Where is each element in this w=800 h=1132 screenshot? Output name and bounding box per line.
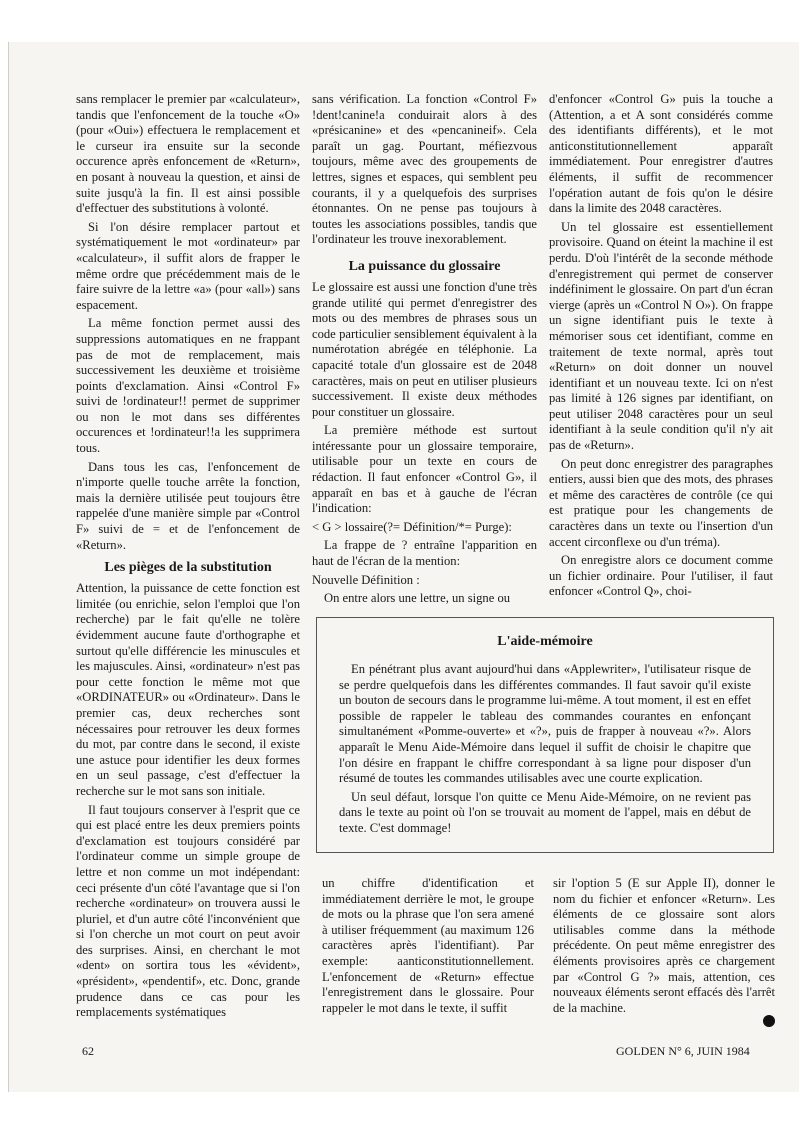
paragraph: sans remplacer le premier par «calculateur», tandis que l'enfoncement de la touche «O» (pour «Oui») effectuera le remplacement et le curseur ira ensuite sur la seconde occurence après enfoncement de «Return», en posant à nouveau la question, et ainsi de suite jusqu'à la fin. Il est ainsi possible d'effectuer des substitutions à volonté.: [76, 92, 300, 216]
paragraph: La première méthode est surtout intéressante pour un glossaire temporaire, utilisable pour un texte en cours de rédaction. Il faut enfoncer «Control G», il apparaît en bas et à gauche de l'écran l'indication:: [312, 423, 537, 516]
page-number: 62: [82, 1044, 94, 1058]
paragraph: Attention, la puissance de cette fonction est limitée (ou enrichie, selon l'emploi que l'on recherche) par le fait qu'elle ne tolère évidemment aucune faute d'orthographe et surtout qu'elle différencie les minuscules et les majuscules. Ainsi, «ordinateur» n'est pas pour cette fonction le même mot que «ORDINATEUR» ou «Ordinateur». Dans le premier cas, deux recherches sont nécessaires pour retrouver les deux formes du mot, par contre dans le second, il existe une astuce pour identifier les deux formes en un seul passage, c'est d'effectuer la recherche sur le mot sans son initiale.: [76, 581, 300, 798]
box-title: L'aide-mémoire: [497, 634, 593, 649]
column-3-bottom: [553, 876, 775, 1019]
column-2: [312, 92, 537, 610]
column-1: [76, 92, 300, 1024]
paragraph: un chiffre d'identification et immédiatement derrière le mot, le groupe de mots ou la phrase que l'on sera amené à utiliser fréquemment (au maximum 126 caractères après l'identifiant). Par exemple: aanticonstitutionnellement. L'enfoncement de «Return» effectue l'enregistrement dans le glossaire. Pour rappeler le mot dans le texte, il suffit: [322, 876, 534, 1015]
paragraph: Il faut toujours conserver à l'esprit que ce qui est placé entre les deux premiers points d'exclamation est toujours considéré par l'ordinateur comme un simple groupe de lettre et non comme un mot indépendant: ceci présente d'un côté l'avantage que si l'on recherche «ordinateur» on trouvera aussi le pluriel, et d'un autre côté l'inconvénient que si l'on cherche un mot court on peut avoir des surprises. Ainsi, en cherchant le mot «dent» on sortira tous les «évident», «président», «pendentif», etc. Donc, grande prudence dans ce cas pour les remplacements systématiques: [76, 802, 300, 1020]
paragraph: < G > lossaire(?= Définition/*= Purge):: [312, 519, 512, 534]
paragraph: La même fonction permet aussi des suppressions automatiques en ne frappant pas de mot de remplacement, mais successivement les deuxième et troisième points d'exclamation. Ainsi «Control F» suivi de !ordinateur!! permet de supprimer ou non le mot dans ses différentes occurences et !ordinateur!!a les supprimera tous.: [76, 316, 300, 456]
paragraph: Le glossaire est aussi une fonction d'une très grande utilité qui permet d'enregistrer des mots ou des membres de phrases sous un code particulier sensiblement équivalent à la numérotation abrégée en téléphonie. La capacité totale d'un glossaire est de 2048 caractères, mais on peut en utiliser plusieurs successivement. Il existe deux méthodes pour constituer un glossaire.: [312, 279, 537, 419]
paragraph: En pénétrant plus avant aujourd'hui dans «Applewriter», l'utilisateur risque de se perdre quelquefois dans les différentes commandes. Il faut savoir qu'il existe un bouton de secours dans le programme lui-même. A tout moment, il est en effet possible de rappeler le tableau des commandes courantes en enfonçant simultanément «Pomme-ouverte» et «?», puis de frapper à nouveau «?». Alors apparaît le Menu Aide-Mémoire dans lequel il suffit de choisir le chapitre que l'on désire en frappant le chiffre correspondant à sa ligne pour disposer d'un résumé de toutes les commandes utilisables avec une courte explication.: [339, 662, 751, 786]
end-mark-icon: [763, 1015, 775, 1027]
magazine-footer: GOLDEN N° 6, JUIN 1984: [616, 1044, 750, 1058]
paragraph: On entre alors une lettre, un signe ou: [324, 591, 511, 606]
column-3: [549, 92, 773, 603]
paragraph: sans vérification. La fonction «Control F» !dent!canine!a conduirait alors à des «présicanine» et des «pencanineif». Cela paraît un gag. Pourtant, méfiezvous toujours, même avec des groupements de lettres, signes et espaces, qui semblent peu courants, il y a quelquefois des surprises étonnantes. On ne pense pas toujours à toutes les associations possibles, tandis que l'ordinateur les trouve inexorablement.: [312, 92, 537, 247]
paragraph: d'enfoncer «Control G» puis la touche a (Attention, a et A sont considérés comme des identifiants différents), et le mot anticonstitutionnellement apparaît immédiatement. Pour enregistrer d'autres éléments, il suffit de recommencer l'opération autant de fois qu'on le désire dans la limite des 2048 caractères.: [549, 92, 773, 216]
paragraph: sir l'option 5 (E sur Apple II), donner le nom du fichier et enfoncer «Return». Les éléments de ce glossaire sont alors utilisables comme dans la méthode précédente. On peut même enregistrer des éléments provisoires après ce chargement par «Control G ?» mais, attention, ces nouveaux éléments seront effacés dès l'arrêt de la machine.: [553, 876, 775, 1015]
paragraph: On enregistre alors ce document comme un fichier ordinaire. Pour l'utiliser, il faut enfoncer «Control Q», choi-: [549, 553, 773, 599]
paragraph: La frappe de ? entraîne l'apparition en haut de l'écran de la mention:: [312, 538, 537, 569]
section-heading: Les pièges de la substitution: [104, 560, 272, 576]
section-heading: La puissance du glossaire: [348, 258, 501, 274]
paragraph: On peut donc enregistrer des paragraphes entiers, aussi bien que des mots, des phrases et même des caractères de contrôle (ce qui est pratique pour les changements de caractères dans un texte ou l'insertion d'un accent circonflexe ou d'un tréma).: [549, 456, 773, 549]
paragraph: Un tel glossaire est essentiellement provisoire. Quand on éteint la machine il est perdu. D'où l'intérêt de la seconde méthode d'enregistrement qui permet de conserver indéfiniment le glossaire. On part d'un écran vierge (après un «Control N O»). On frappe un signe identifiant puis le texte à mémoriser sous cet identifiant, comme en traitement de texte normal, après tout «Return» on doit donner un nouvel identifiant et un nouveau texte. Ici on n'est pas limité à 126 signes par identifiant, on peut utiliser 2048 caractères pour un seul identifiant à la seule condition qu'il n'y ait pas de «Return».: [549, 219, 773, 453]
aide-memoire-box: [316, 617, 774, 853]
paragraph: Nouvelle Définition :: [312, 572, 420, 587]
column-2-bottom: [322, 876, 534, 1019]
paragraph: Si l'on désire remplacer partout et systématiquement le mot «ordinateur» par «calculateur», il suffit alors de frapper le même ordre que précédemment mais de le faire suivre de la lettre «a» (pour «all») sans espacement.: [76, 219, 300, 312]
paragraph: Dans tous les cas, l'enfoncement de n'importe quelle touche arrête la fonction, mais la dernière utilisée peut toujours être rappelée d'une manière simple par «Control F» suivi de = et de l'enfoncement de «Return».: [76, 459, 300, 552]
paragraph: Un seul défaut, lorsque l'on quitte ce Menu Aide-Mémoire, on ne revient pas dans le texte au point où l'on se trouvait au moment de l'appel, mais en début de texte. C'est dommage!: [339, 789, 751, 835]
